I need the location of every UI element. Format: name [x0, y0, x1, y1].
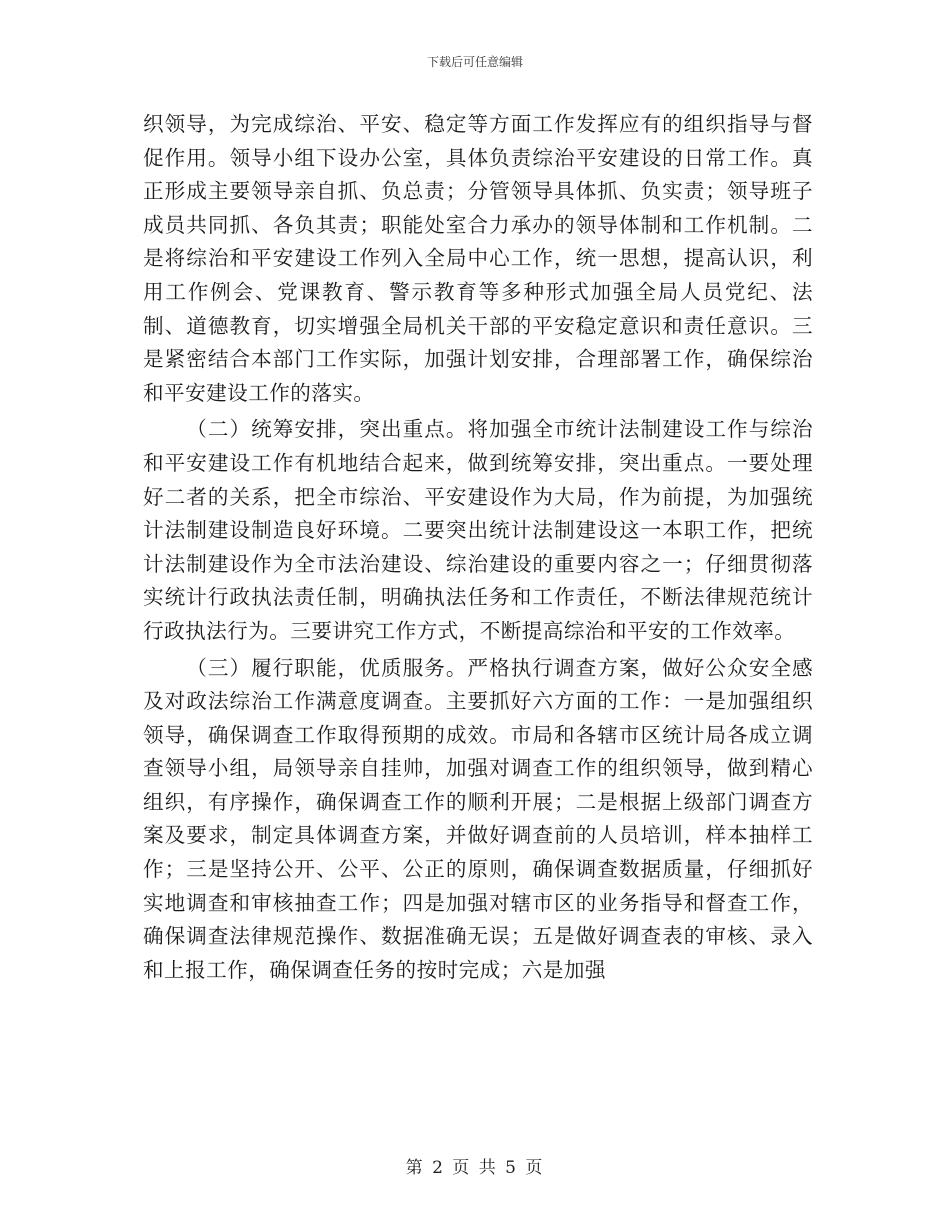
body-text: [143, 108, 813, 987]
paragraph: （三）履行职能，优质服务。严格执行调查方案，做好公众安全感及对政法综治工作满意度调查。主要抓好六方面的工作：一是加强组织领导，确保调查工作取得预期的成效。市局和各辖市区统计局各成立调查领导小组，局领导亲自挂帅，加强对调查工作的组织领导，做到精心组织，有序操作，确保调查工作的顺利开展；二是根据上级部门调查方案及要求，制定具体调查方案，并做好调查前的人员培训，样本抽样工作；三是坚持公开、公平、公正的原则，确保调查数据质量，仔细抓好实地调查和审核抽查工作；四是加强对辖市区的业务指导和督查工作，确保调查法律规范操作、数据准确无误；五是做好调查表的审核、录入和上报工作，确保调查任务的按时完成；六是加强: [143, 655, 813, 982]
page-number: 第 2 页 共 5 页: [405, 1158, 545, 1178]
paragraph: （二）统筹安排，突出重点。将加强全市统计法制建设工作与综治和平安建设工作有机地结合起来，做到统筹安排，突出重点。一要处理好二者的关系，把全市综治、平安建设作为大局，作为前提，为加强统计法制建设制造良好环境。二要突出统计法制建设这一本职工作，把统计法制建设作为全市法治建设、综治建设的重要内容之一；仔细贯彻落实统计行政执法责任制，明确执法任务和工作责任，不断法律规范统计行政执法行为。三要讲究工作方式，不断提高综治和平安的工作效率。: [143, 417, 813, 643]
header-note: 下载后可任意编辑: [426, 55, 523, 69]
paragraph: 织领导，为完成综治、平安、稳定等方面工作发挥应有的组织指导与督促作用。领导小组下设办公室，具体负责综治平安建设的日常工作。真正形成主要领导亲自抓、负总责；分管领导具体抓、负实责；领导班子成员共同抓、各负其责；职能处室合力承办的领导体制和工作机制。二是将综治和平安建设工作列入全局中心工作，统一思想，提高认识，利用工作例会、党课教育、警示教育等多种形式加强全局人员党纪、法制、道德教育，切实增强全局机关干部的平安稳定意识和责任意识。三是紧密结合本部门工作实际，加强计划安排，合理部署工作，确保综治和平安建设工作的落实。: [143, 112, 813, 405]
